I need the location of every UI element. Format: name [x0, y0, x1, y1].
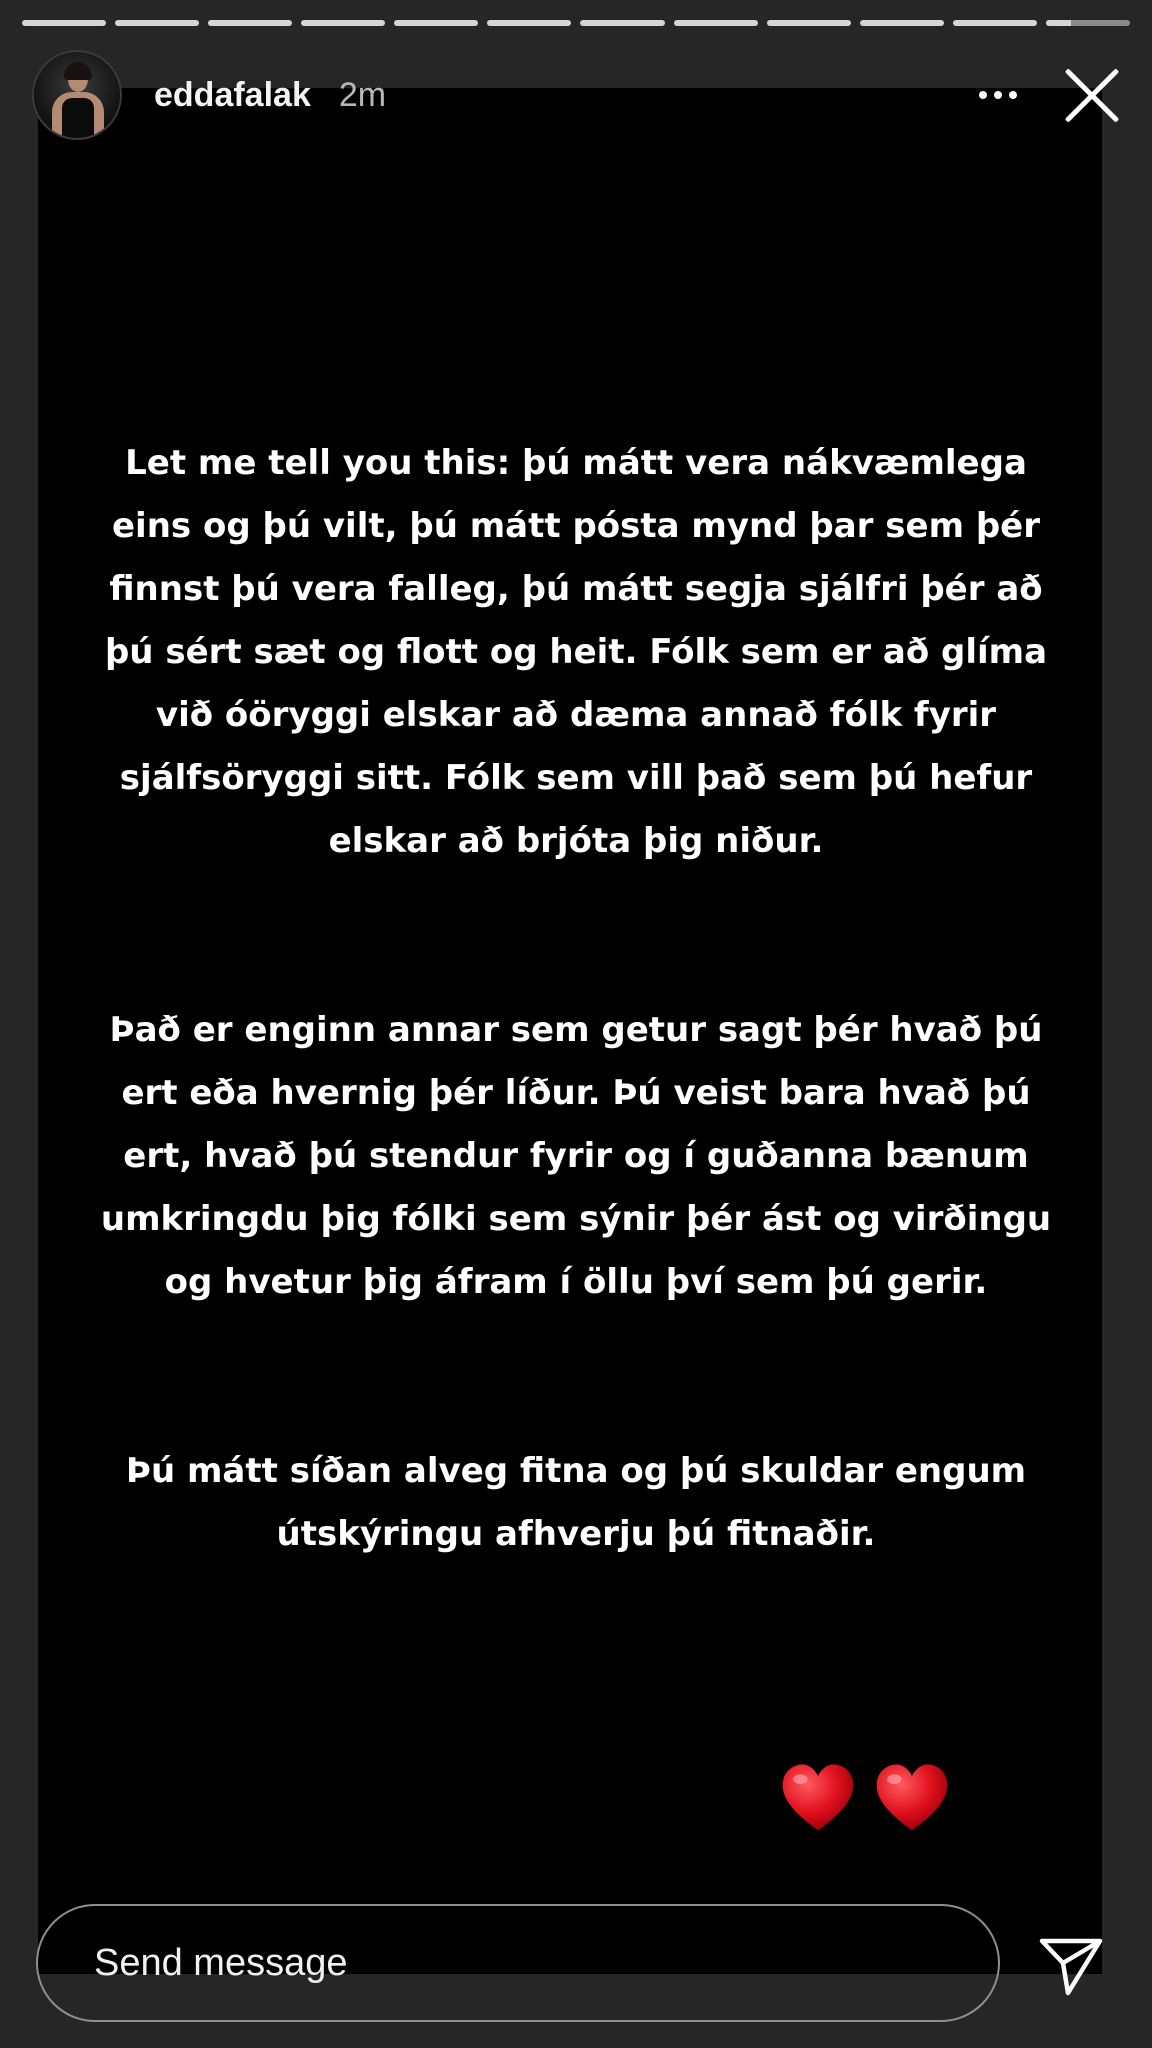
progress-segment — [860, 20, 944, 26]
send-icon[interactable] — [1038, 1935, 1104, 1997]
avatar[interactable] — [32, 50, 122, 140]
progress-segment — [767, 20, 851, 26]
story-text-paragraph: Það er enginn annar sem getur sagt þér hvað þú ert eða hvernig þér líður. Þú veist bara hvað þú ert, hvað þú stendur fyrir og í guðanna bænum umkringdu þig fólki sem sýnir þér ást og virðingu og hvetur þig áfram í öllu því sem þú gerir. — [100, 1010, 1052, 1302]
story-text-paragraph: Þú mátt síðan alveg fitna og þú skuldar engum útskýringu afhverju þú fitnaðir. — [125, 1451, 1027, 1554]
story-header — [32, 50, 1130, 140]
progress-segment — [22, 20, 106, 26]
story-text-paragraph: Let me tell you this: þú mátt vera nákvæmlega eins og þú vilt, þú mátt pósta mynd þar sem þér finnst þú vera falleg, þú mátt segja sjálfri þér að þú sért sæt og flott og heit. Fólk sem er að glíma við óöryggi elskar að dæma annað fólk fyrir sjálfsöryggi sitt. Fólk sem vill það sem þú hefur elskar að brjóta þig niður. — [104, 443, 1048, 861]
progress-segment — [487, 20, 571, 26]
progress-segment — [394, 20, 478, 26]
more-options-icon[interactable] — [968, 75, 1028, 115]
username[interactable]: eddafalak — [154, 75, 311, 114]
heart-emoji-icon — [778, 1760, 858, 1840]
progress-segment — [580, 20, 664, 26]
post-time: 2m — [338, 75, 387, 114]
progress-segment — [674, 20, 758, 26]
progress-segment — [953, 20, 1037, 26]
progress-segment — [115, 20, 199, 26]
progress-segment — [301, 20, 385, 26]
heart-stickers — [778, 1760, 958, 1850]
story-progress-bar — [22, 20, 1130, 26]
progress-segment — [1046, 20, 1130, 26]
close-icon[interactable] — [1062, 65, 1122, 125]
send-message-input[interactable] — [36, 1904, 1000, 2022]
heart-emoji-icon — [872, 1760, 952, 1840]
progress-segment — [208, 20, 292, 26]
send-message-placeholder: Send message — [94, 1941, 348, 1984]
